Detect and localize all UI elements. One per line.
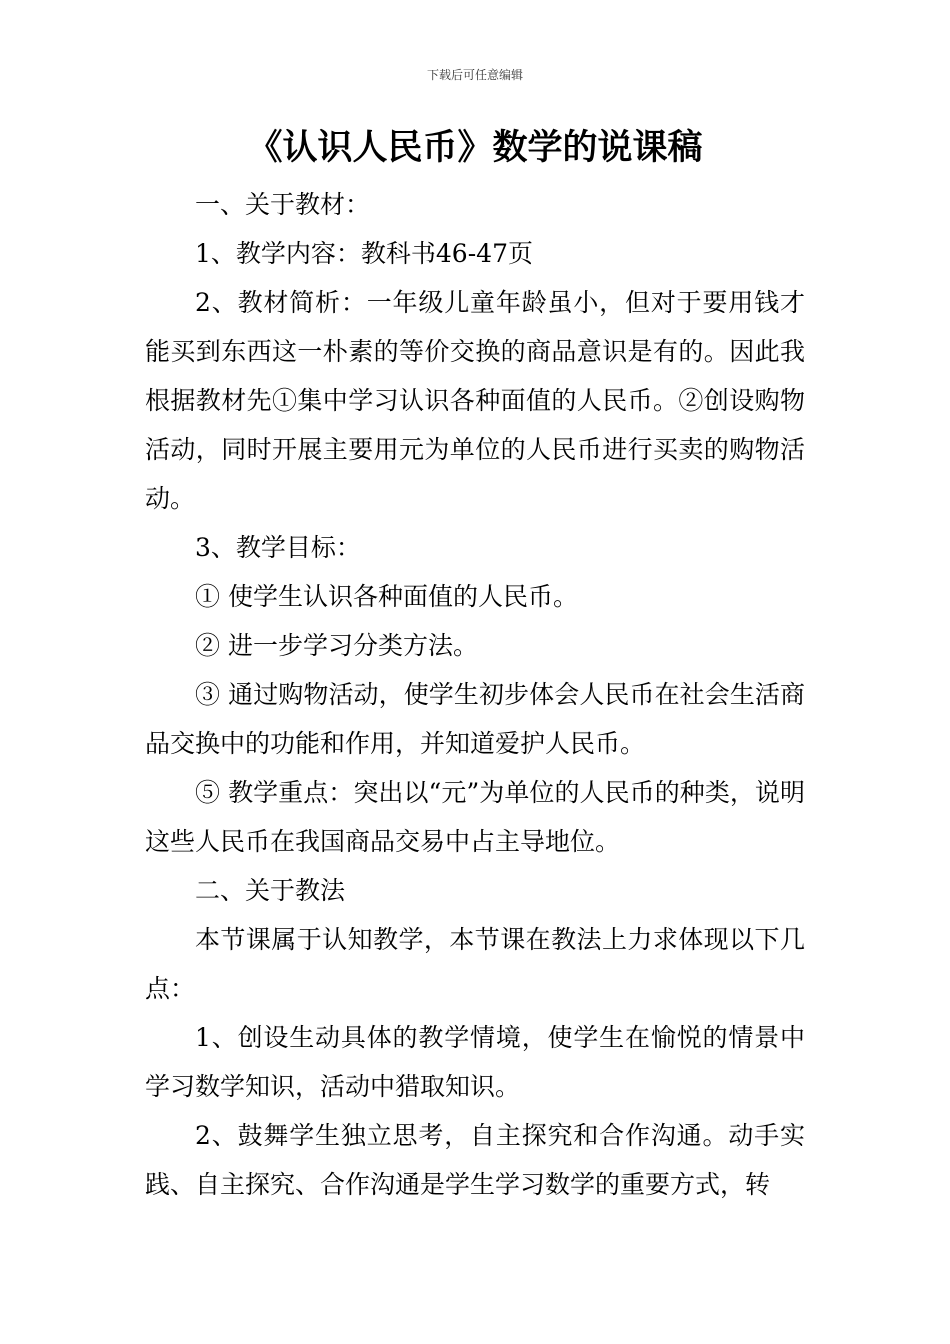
- section-heading-textbook: 一、关于教材：: [195, 190, 371, 219]
- goal-item-1: ① 使学生认识各种面值的人民币。: [195, 582, 578, 611]
- goal-item-3: ③ 通过购物活动，使学生初步体会人民币在社会生活商品交换中的功能和作用，并知道爱护人民币。: [145, 680, 805, 758]
- goal-item-2: ② 进一步学习分类方法。: [195, 631, 478, 660]
- document-body: [145, 180, 805, 1209]
- method-item-2: 2、鼓舞学生独立思考，自主探究和合作沟通。动手实践、自主探究、合作沟通是学生学习数学的重要方式，转: [145, 1121, 805, 1199]
- paragraph-textbook-analysis: 2、教材简析：一年级儿童年龄虽小，但对于要用钱才能买到东西这一朴素的等价交换的商品意识是有的。因此我根据教材先①集中学习认识各种面值的人民币。②创设购物活动，同时开展主要用元为单位的人民币进行买卖的购物活动。: [145, 288, 805, 513]
- paragraph-teaching-content: 1、教学内容：教科书46-47页: [195, 239, 533, 268]
- subheading-teaching-goals: 3、教学目标：: [195, 533, 361, 562]
- document-title: 《认识人民币》数学的说课稿: [247, 128, 703, 168]
- page-header-note: 下载后可任意编辑: [426, 68, 523, 82]
- section-heading-teaching-method: 二、关于教法: [195, 876, 346, 905]
- paragraph-method-intro: 本节课属于认知教学，本节课在教法上力求体现以下几点：: [145, 925, 805, 1003]
- method-item-1: 1、创设生动具体的教学情境，使学生在愉悦的情景中学习数学知识，活动中猎取知识。: [145, 1023, 805, 1101]
- goal-item-key-point: ⑤ 教学重点：突出以“元”为单位的人民币的种类，说明这些人民币在我国商品交易中占主导地位。: [145, 778, 805, 856]
